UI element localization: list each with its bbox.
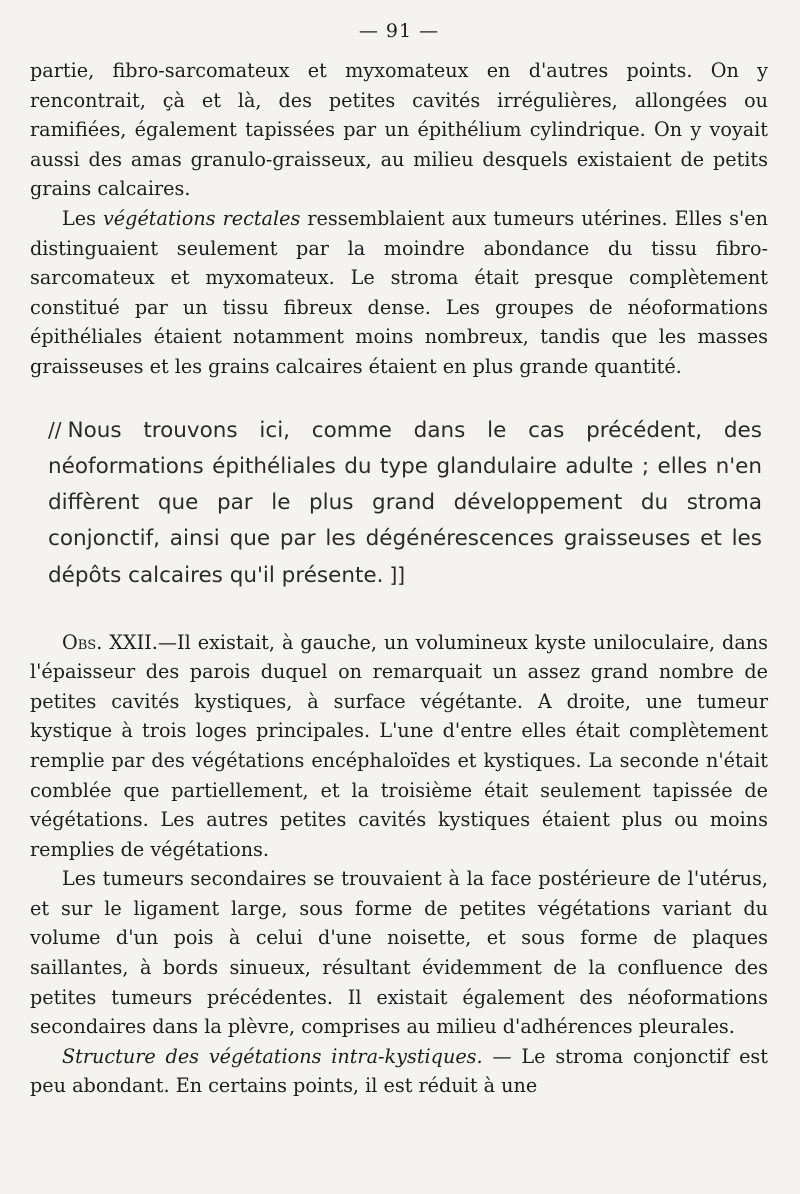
paragraph-body: ressemblaient aux tumeurs utérines. Elles s'en distinguaient seulement par la moindre abondance du tissu fibro-sarcomateux et myxomateux. Le stroma était presque complètement constitué par un tissu fibreux dense. Les groupes de néoformations épithéliales étaient notamment moins nombreux, tandis que les masses graisseuses et les grains calcaires étaient en plus grande quantité. xyxy=(30,206,768,378)
quote-close-mark: ]] xyxy=(389,562,406,587)
paragraph-lead: Les xyxy=(62,206,103,230)
emphasis-rectal-vegetations: végétations rectales xyxy=(102,206,301,230)
paragraph-structure xyxy=(30,1042,768,1101)
paragraph-continuation: partie, fibro-sarcomateux et myxomateux en d'autres points. On y rencontrait, çà et là, des petites cavités irrégulières, allongées ou ramifiées, également tapissées par un épithélium cylindrique. On y voyait aussi des amas granulo-graisseux, au milieu desquels existaient de petits grains calcaires. xyxy=(30,59,768,201)
quote-open-mark: // xyxy=(48,417,62,442)
inserted-comment xyxy=(48,412,762,594)
comment-text: Nous trouvons ici, comme dans le cas précédent, des néoformations épithéliales du type glandulaire adulte ; elles n'en diffèrent que par le plus grand développement du stroma conjonctif, ainsi que par les dégénérescences graisseuses et les dépôts calcaires qu'il présente. xyxy=(48,417,762,588)
structure-text: — Le stroma conjonctif est peu abondant. En certains points, il est réduit à une xyxy=(30,1044,768,1098)
observation-text: —Il existait, à gauche, un volumineux kyste uniloculaire, dans l'épaisseur des parois duquel on remarquait un assez grand nombre de petites cavités kystiques, à surface végétante. A droite, une tumeur kystique à trois loges principales. L'une d'entre elles était complètement remplie par des végétations encéphaloïdes et kystiques. La seconde n'était comblée que partiellement, et la troisième était seulement tapissée de végétations. Les autres petites cavités kystiques étaient plus ou moins remplies de végétations. xyxy=(30,630,768,861)
body-text xyxy=(30,56,768,382)
observation-section xyxy=(30,628,768,1102)
page-number: — 91 — xyxy=(358,20,440,42)
observation-label: Obs. XXII. xyxy=(62,630,158,654)
paragraph-secondary-tumors: Les tumeurs secondaires se trouvaient à la face postérieure de l'utérus, et sur le ligament large, sous forme de petites végétations variant du volume d'un pois à celui d'une noisette, et sous forme de plaques saillantes, à bords sinueux, résultant évidemment de la confluence des petites tumeurs précédentes. Il existait également des néoformations secondaires dans la plèvre, comprises au milieu d'adhérences pleurales. xyxy=(30,867,768,1039)
section-heading-structure: Structure des végétations intra-kystiques. xyxy=(62,1044,483,1068)
paragraph-rectal-vegetations xyxy=(30,204,768,382)
paragraph-observation-xxii xyxy=(30,628,768,865)
